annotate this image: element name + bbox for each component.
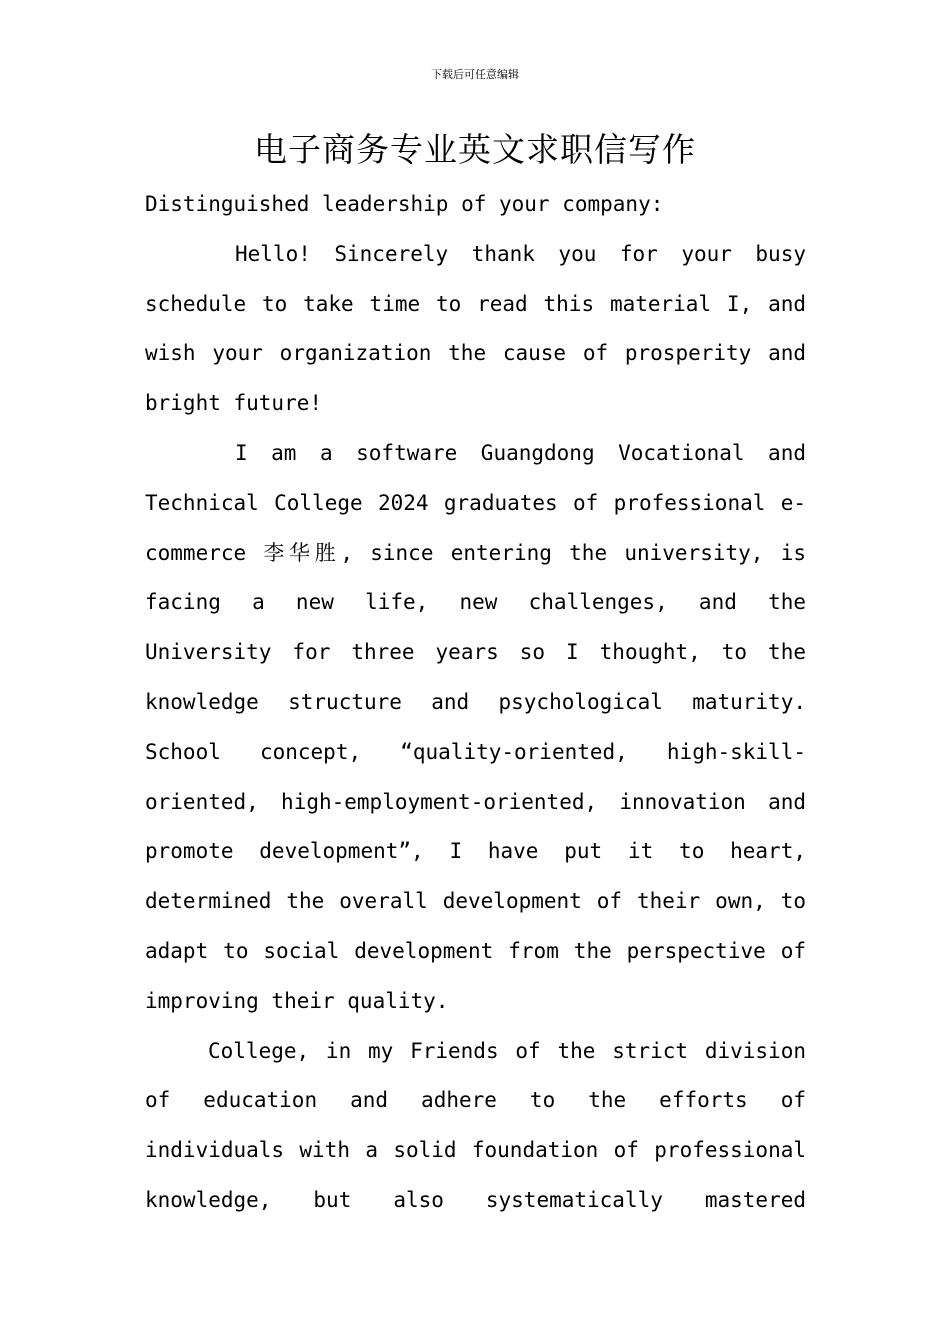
paragraph-greeting: Hello! Sincerely thank you for your busy schedule to take time to read this material I, and wish your organization the cause of prosperity and bright future! <box>145 241 806 416</box>
document-body <box>145 180 806 1226</box>
paragraph-introduction: I am a software Guangdong Vocational and Technical College 2024 graduates of professional e-commerce 李华胜, since entering the university, is facing a new life, new challenges, and the University for three years so I thought, to the knowledge structure and psychological maturity. School concept, “quality-oriented, high-skill-oriented, high-employment-oriented, innovation and promote development”, I have put it to heart, determined the overall development of their own, to adapt to social development from the perspective of improving their quality. <box>145 440 806 1013</box>
paragraph-education: College, in my Friends of the strict division of education and adhere to the efforts of individuals with a solid foundation of professional knowledge, but also systematically mastered <box>145 1038 806 1212</box>
document-title: 电子商务专业英文求职信写作 <box>254 130 696 169</box>
header-note: 下载后可任意编辑 <box>431 68 519 81</box>
salutation: Distinguished leadership of your company: <box>145 192 664 216</box>
